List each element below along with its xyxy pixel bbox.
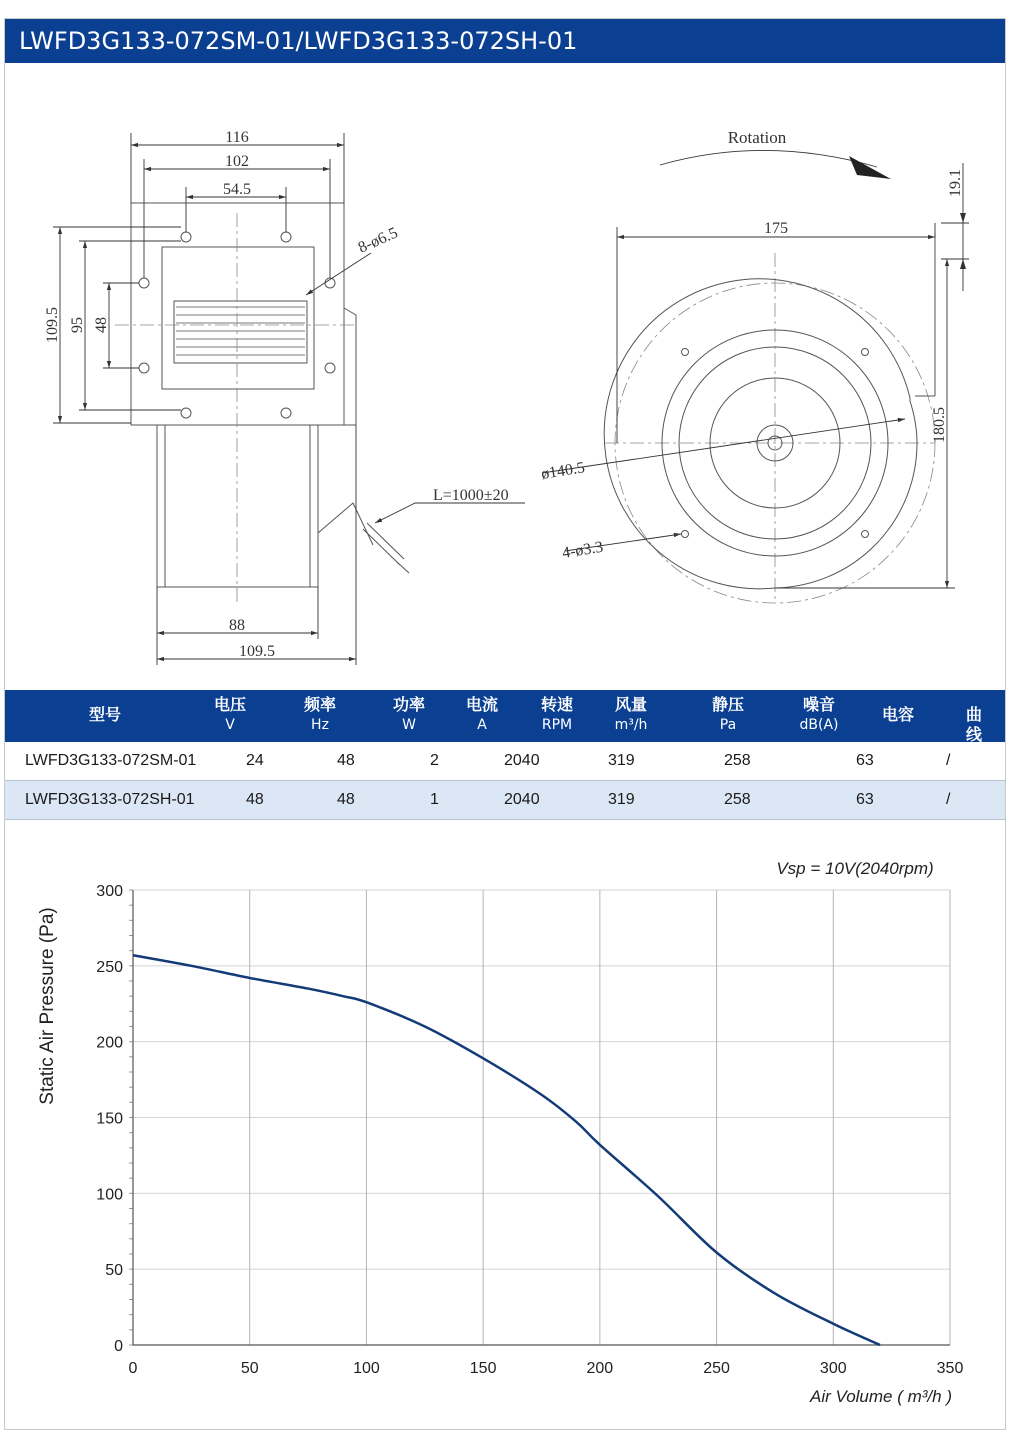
x-tick-label: 0 (128, 1360, 138, 1377)
cable-length-label: L=1000±20 (433, 487, 509, 504)
side-holes-label: 4-ø3.3 (560, 538, 605, 562)
cell-airflow: 319 (608, 752, 635, 769)
dia-140-5-label: ø140.5 (539, 459, 587, 483)
cell-airflow: 319 (608, 791, 635, 808)
datasheet-frame (4, 18, 1006, 1430)
dim-180-5: 180.5 (931, 407, 948, 443)
y-tick-label: 150 (96, 1110, 123, 1128)
chart-annotation: Vsp = 10V(2040rpm) (776, 859, 934, 878)
header-curve: 曲线 (965, 705, 982, 744)
x-tick-label: 150 (469, 1360, 497, 1377)
header-current: 电流 A (465, 695, 499, 733)
cell-speed: 2040 (504, 791, 540, 808)
cell-noise: 63 (856, 791, 874, 808)
rotation-label: Rotation (727, 128, 787, 147)
cell-power: 1 (430, 791, 439, 808)
cell-frequency: 48 (337, 791, 355, 808)
spec-table (5, 690, 1005, 820)
x-tick-label: 250 (703, 1360, 730, 1377)
performance-chart (5, 819, 1005, 1429)
x-tick-label: 200 (586, 1360, 614, 1377)
y-tick-label: 250 (96, 958, 123, 976)
cell-curve: / (946, 752, 951, 769)
header-voltage: 电压 V (213, 695, 247, 733)
header-speed: 转速 RPM (540, 695, 574, 733)
table-header (5, 690, 1005, 742)
page-title: LWFD3G133-072SM-01/LWFD3G133-072SH-01 (5, 19, 1005, 63)
x-axis-label: Air Volume ( m³/h ) (809, 1387, 953, 1406)
header-power: 功率 W (392, 695, 426, 733)
pressure-curve (133, 955, 880, 1345)
cell-model: LWFD3G133-072SH-01 (25, 791, 195, 808)
header-pressure: 静压 Pa (711, 695, 745, 733)
cell-speed: 2040 (504, 752, 540, 769)
technical-drawing (5, 63, 1005, 689)
side-view (604, 233, 935, 589)
cell-noise: 63 (856, 752, 874, 769)
chart-grid (129, 890, 950, 1345)
dim-109-5-horizontal: 109.5 (239, 643, 275, 660)
front-view (131, 203, 409, 587)
y-tick-label: 300 (96, 883, 123, 900)
y-tick-label: 200 (96, 1034, 123, 1052)
dim-109-5-vertical: 109.5 (44, 307, 61, 343)
dim-175: 175 (764, 220, 788, 237)
dim-116: 116 (225, 129, 249, 146)
dim-54-5: 54.5 (223, 181, 251, 198)
mount-holes-label: 8-ø6.5 (355, 224, 401, 257)
cell-model: LWFD3G133-072SM-01 (25, 752, 197, 769)
cell-curve: / (946, 791, 951, 808)
table-row (5, 781, 1005, 820)
header-noise: 噪音 dB(A) (799, 695, 839, 733)
cell-pressure: 258 (724, 791, 751, 808)
y-axis-label: Static Air Pressure (Pa) (37, 907, 58, 1105)
header-model: 型号 (88, 705, 122, 724)
x-tick-label: 300 (819, 1360, 847, 1377)
y-tick-label: 50 (105, 1262, 123, 1280)
header-airflow: 风量 m³/h (614, 695, 648, 733)
header-capacitor: 电容 (881, 705, 915, 724)
x-tick-label: 50 (240, 1360, 259, 1377)
dim-19-1: 19.1 (947, 169, 964, 197)
table-row (5, 742, 1005, 781)
y-tick-label: 0 (114, 1338, 123, 1355)
dim-48: 48 (93, 317, 110, 333)
x-tick-label: 100 (353, 1360, 380, 1377)
x-tick-label: 350 (936, 1360, 964, 1377)
chart-series (133, 955, 880, 1345)
y-tick-label: 100 (96, 1186, 123, 1204)
dim-95: 95 (69, 317, 86, 333)
dim-88: 88 (229, 617, 245, 634)
cell-voltage: 24 (246, 752, 264, 769)
cell-power: 2 (430, 752, 439, 769)
cell-pressure: 258 (724, 752, 751, 769)
cell-frequency: 48 (337, 752, 355, 769)
cell-voltage: 48 (246, 791, 264, 808)
dim-102: 102 (225, 153, 249, 170)
header-frequency: 频率 Hz (303, 695, 337, 733)
